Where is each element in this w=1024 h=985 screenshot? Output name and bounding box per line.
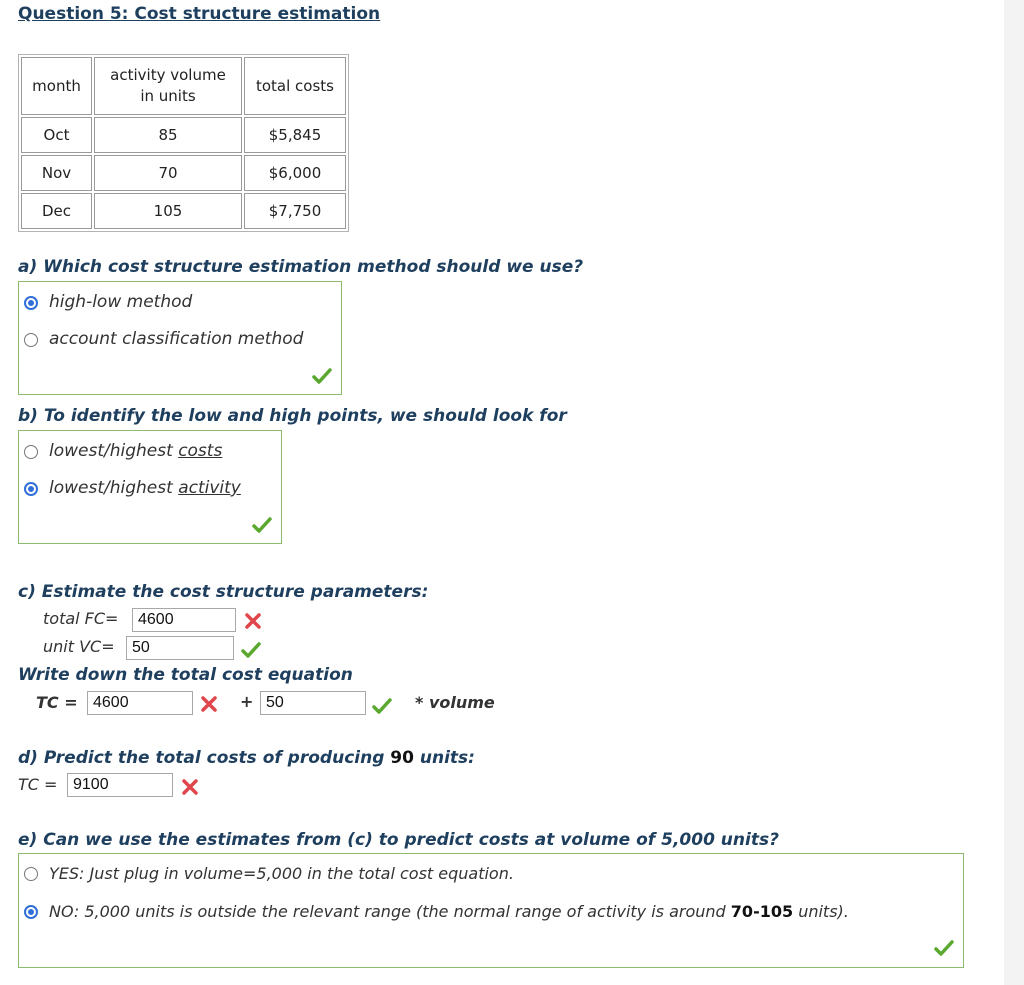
vc-input[interactable] bbox=[126, 636, 234, 660]
radio-no[interactable] bbox=[24, 905, 38, 919]
option-no-label[interactable] bbox=[49, 902, 849, 921]
option-no-range: 70-105 bbox=[730, 902, 794, 921]
tc-prediction-label: TC = bbox=[18, 775, 58, 794]
header-volume-line1: activity volume bbox=[110, 66, 226, 84]
correct-check-icon bbox=[312, 366, 332, 386]
part-d-question bbox=[18, 748, 475, 768]
cell-cost: $5,845 bbox=[244, 117, 346, 153]
table-row bbox=[21, 155, 346, 191]
part-d-prefix: d) Predict the total costs of producing bbox=[18, 748, 385, 768]
volume-suffix: * volume bbox=[415, 693, 495, 712]
part-e-question: e) Can we use the estimates from (c) to predict costs at volume of 5,000 units? bbox=[18, 830, 779, 850]
cell-month: Nov bbox=[21, 155, 92, 191]
table-row bbox=[21, 193, 346, 229]
cell-month: Dec bbox=[21, 193, 92, 229]
option-yes-label[interactable]: YES: Just plug in volume=5,000 in the total cost equation. bbox=[49, 864, 514, 883]
vc-label: unit VC= bbox=[43, 637, 115, 656]
cell-volume: 85 bbox=[94, 117, 242, 153]
cell-cost: $6,000 bbox=[244, 155, 346, 191]
option-no-prefix: NO: 5,000 units is outside the relevant range (the normal range of activity is around bbox=[49, 902, 726, 921]
fc-label: total FC= bbox=[43, 609, 119, 628]
right-scroll-gutter bbox=[1004, 0, 1024, 985]
equation-label: Write down the total cost equation bbox=[18, 665, 353, 685]
part-c-question: c) Estimate the cost structure parameters: bbox=[18, 582, 429, 602]
part-d-suffix: units: bbox=[419, 748, 475, 768]
tc-label: TC = bbox=[36, 693, 78, 712]
costs-link[interactable]: costs bbox=[178, 441, 223, 461]
data-table bbox=[18, 54, 349, 232]
cell-month: Oct bbox=[21, 117, 92, 153]
incorrect-x-icon bbox=[243, 611, 263, 631]
correct-check-icon bbox=[241, 640, 261, 660]
tc-prediction-input[interactable] bbox=[67, 773, 173, 797]
radio-account-classification[interactable] bbox=[24, 333, 38, 347]
tc-fc-input[interactable] bbox=[87, 691, 193, 715]
part-a-question: a) Which cost structure estimation method should we use? bbox=[18, 257, 584, 277]
header-volume-line2: in units bbox=[140, 87, 196, 105]
option-activity-label[interactable] bbox=[49, 478, 241, 498]
tc-vc-input[interactable] bbox=[260, 691, 366, 715]
radio-costs[interactable] bbox=[24, 445, 38, 459]
option-activity-prefix: lowest/highest bbox=[49, 478, 173, 498]
option-costs-label[interactable] bbox=[49, 441, 222, 461]
incorrect-x-icon bbox=[199, 694, 219, 714]
cell-cost: $7,750 bbox=[244, 193, 346, 229]
option-account-classification-label[interactable]: account classification method bbox=[49, 329, 304, 349]
radio-high-low[interactable] bbox=[24, 296, 38, 310]
option-costs-prefix: lowest/highest bbox=[49, 441, 173, 461]
plus-sign: + bbox=[240, 692, 254, 711]
part-d-units: 90 bbox=[390, 748, 414, 768]
header-month: month bbox=[21, 57, 92, 115]
activity-link[interactable]: activity bbox=[178, 478, 241, 498]
cell-volume: 105 bbox=[94, 193, 242, 229]
part-b-question: b) To identify the low and high points, we should look for bbox=[18, 406, 567, 426]
option-high-low-label[interactable]: high-low method bbox=[49, 292, 193, 312]
correct-check-icon bbox=[934, 938, 954, 958]
radio-activity[interactable] bbox=[24, 482, 38, 496]
option-no-suffix: units). bbox=[798, 902, 849, 921]
question-title: Question 5: Cost structure estimation bbox=[18, 4, 381, 24]
table-row bbox=[21, 117, 346, 153]
header-volume bbox=[94, 57, 242, 115]
incorrect-x-icon bbox=[180, 777, 200, 797]
cell-volume: 70 bbox=[94, 155, 242, 191]
correct-check-icon bbox=[252, 515, 272, 535]
fc-input[interactable] bbox=[132, 608, 236, 632]
correct-check-icon bbox=[372, 696, 392, 716]
radio-yes[interactable] bbox=[24, 867, 38, 881]
header-total-costs: total costs bbox=[244, 57, 346, 115]
table-header-row bbox=[21, 57, 346, 115]
